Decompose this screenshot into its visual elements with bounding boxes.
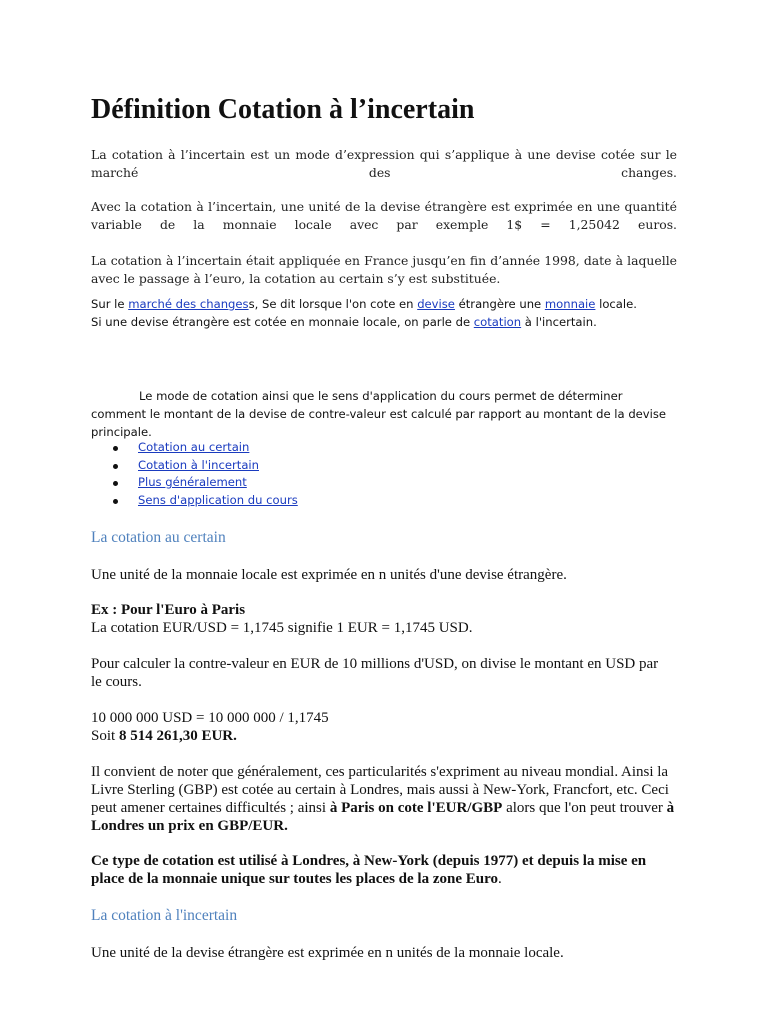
link-devise[interactable]: devise (417, 297, 455, 311)
toc-item (109, 439, 298, 457)
definition-paragraph: Sur le marché des changess, Se dit lorsque l'on cote en devise étrangère une monnaie locale. Si une devise étrangère est cotée en monnaie locale, on parle de cotation à l'incertain. (91, 297, 637, 329)
calc-paragraph: Pour calculer la contre-valeur en EUR de 10 millions d'USD, on divise le montant en USD par le cours. (91, 656, 659, 690)
calc-result: 10 000 000 USD = 10 000 000 / 1,1745 Soit 8 514 261,30 EUR. (91, 710, 329, 744)
toc-item (109, 492, 298, 510)
toc-link-cotation-incertain[interactable]: Cotation à l'incertain (138, 457, 259, 472)
example-label: Ex : Pour l'Euro à Paris (91, 602, 246, 618)
world-paragraph: Il convient de noter que généralement, ces particularités s'expriment au niveau mondial. Ainsi la Livre Sterling (GBP) est cotée au certain à Londres, mais aussi à New-York, Francfort, etc. Ceci peut amener certaines difficultés ; ainsi à Paris on cote l'EUR/GBP alors que l'on peut trouver à Londres un prix en GBP/EUR. (91, 764, 675, 834)
intro-paragraph-1: La cotation à l’incertain est un mode d’expression qui s’applique à une devise cotée sur le marché des changes. (91, 147, 677, 180)
certain-definition: Une unité de la monnaie locale est exprimée en n unités d'une devise étrangère. (91, 567, 567, 583)
intro-paragraph-2: Avec la cotation à l’incertain, une unité de la devise étrangère est exprimée en une quantité variable de la monnaie locale avec par exemple 1$ = 1,25042 euros. (91, 199, 677, 232)
example-block (91, 601, 677, 637)
link-monnaie[interactable]: monnaie (544, 297, 596, 311)
page-title: Définition Cotation à l’incertain (91, 94, 475, 125)
usage-paragraph: Ce type de cotation est utilisé à Londres, à New-York (depuis 1977) et depuis la mise en place de la monnaie unique sur toutes les places de la zone Euro. (91, 853, 647, 887)
table-of-contents (109, 439, 298, 509)
intro-paragraph-3: La cotation à l’incertain était appliquée en France jusqu’en fin d’année 1998, date à laquelle avec le passage à l’euro, la cotation au certain s’y est substituée. (91, 253, 677, 286)
link-cotation[interactable]: cotation (473, 315, 522, 329)
link-marche-des-changes[interactable]: marché des changes (128, 297, 249, 311)
toc-link-plus-generalement[interactable]: Plus généralement (138, 475, 247, 490)
section-heading-certain: La cotation au certain (91, 529, 226, 546)
section-heading-incertain: La cotation à l'incertain (91, 907, 238, 924)
mode-paragraph: Le mode de cotation ainsi que le sens d'application du cours permet de déterminer comment le montant de la devise de contre-valeur est calculé par rapport au montant de la devise principale. (91, 389, 667, 439)
toc-link-cotation-au-certain[interactable]: Cotation au certain (138, 440, 250, 454)
incertain-definition: Une unité de la devise étrangère est exprimée en n unités de la monnaie locale. (91, 945, 564, 961)
toc-item (109, 457, 298, 475)
toc-link-sens-application[interactable]: Sens d'application du cours (138, 492, 298, 507)
toc-item (109, 474, 298, 492)
calc-value: 8 514 261,30 EUR. (118, 728, 237, 744)
example-line: La cotation EUR/USD = 1,1745 signifie 1 EUR = 1,1745 USD. (91, 620, 473, 636)
calc-line: 10 000 000 USD = 10 000 000 / 1,1745 (91, 710, 329, 726)
